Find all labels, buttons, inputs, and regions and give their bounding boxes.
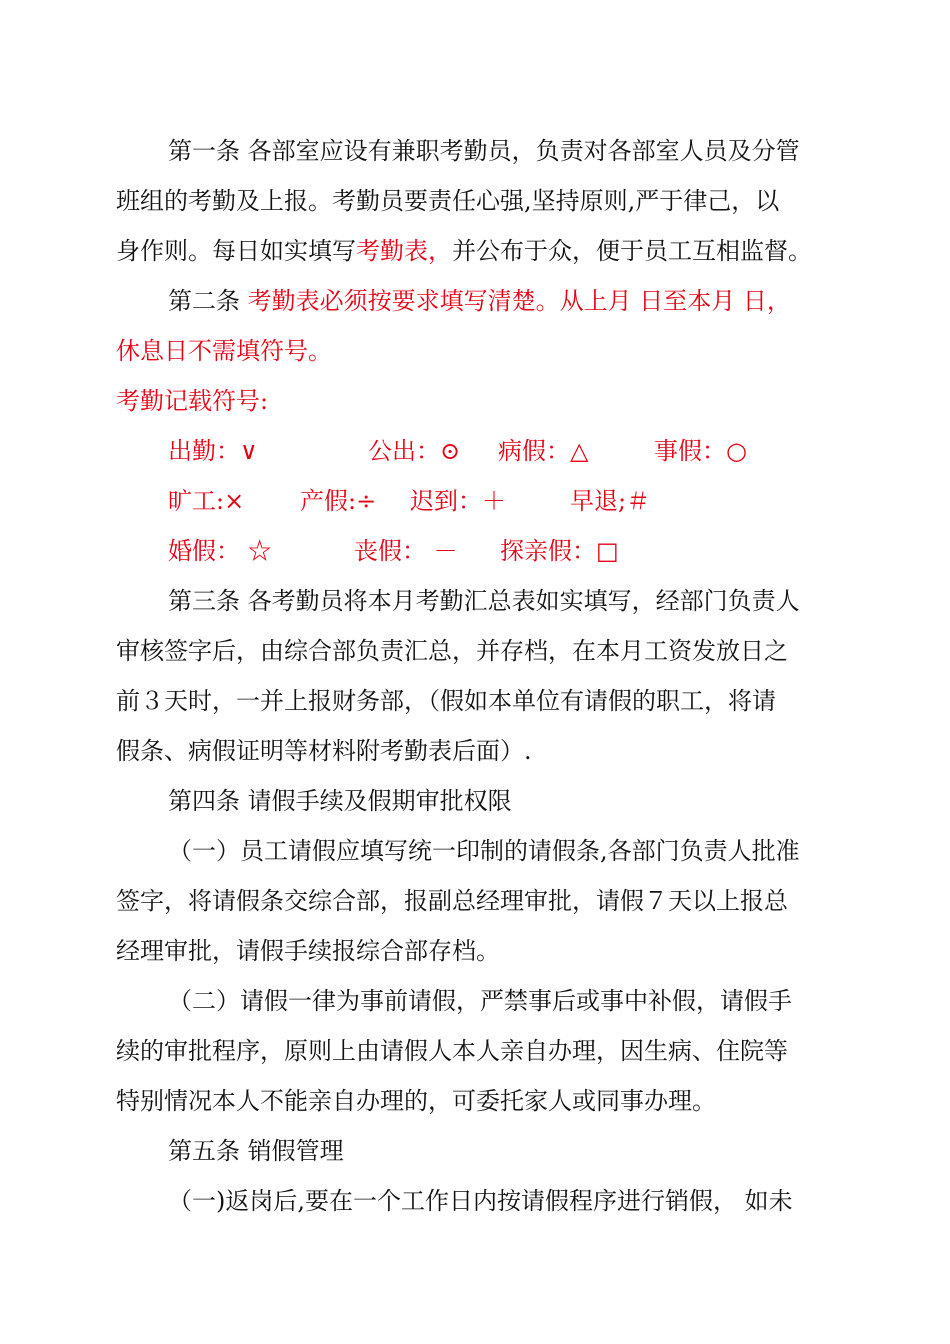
article2-line2: 休息日不需填符号。 — [116, 337, 332, 365]
symbols-row-2 — [116, 476, 841, 526]
article1-line1: 第一条 各部室应设有兼职考勤员，负责对各部室人员及分管 — [168, 137, 800, 165]
article1-line3 — [116, 226, 841, 276]
article5-title: 第五条 销假管理 — [168, 1137, 344, 1165]
article2-label: 第二条 — [168, 287, 248, 315]
symbol-attendance: 出勤：∨ — [168, 437, 258, 465]
symbol-business-out: 公出：⊙ — [368, 437, 461, 465]
article3-line4: 假条、病假证明等材料附考勤表后面）. — [116, 737, 532, 765]
symbol-home-leave: 探亲假：□ — [500, 537, 619, 565]
article2-line1 — [116, 276, 841, 326]
article4-clause2-line2: 续的审批程序，原则上由请假人本人亲自办理，因生病、住院等 — [116, 1037, 788, 1065]
symbol-late: 迟到：＋ — [410, 487, 506, 515]
article3-line2: 审核签字后，由综合部负责汇总，并存档，在本月工资发放日之 — [116, 637, 788, 665]
article4-clause2-line3: 特别情况本人不能亲自办理的，可委托家人或同事办理。 — [116, 1087, 716, 1115]
symbols-row-1 — [116, 426, 841, 476]
symbol-personal-leave: 事假：○ — [654, 437, 747, 465]
article4-clause2-line1: （二）请假一律为事前请假，严禁事后或事中补假，请假手 — [168, 987, 792, 1015]
article1-line3-tail: 并公布于众，便于员工互相监督。 — [452, 237, 812, 265]
article4-clause1-line1: （一）员工请假应填写统一印制的请假条,各部门负责人批准 — [168, 837, 800, 865]
article5-clause1-line1: （一)返岗后,要在一个工作日内按请假程序进行销假， 如未 — [168, 1187, 793, 1215]
symbol-sick-leave: 病假：△ — [498, 437, 589, 465]
article2-requirement: 考勤表必须按要求填写清楚。从上月 日至本月 日， — [247, 287, 791, 315]
article4-clause1-line3: 经理审批，请假手续报综合部存档。 — [116, 937, 500, 965]
symbols-row-3 — [116, 526, 841, 576]
article1-line2: 班组的考勤及上报。考勤员要责任心强,坚持原则,严于律己，以 — [116, 187, 780, 215]
symbol-maternity-leave: 产假:÷ — [300, 487, 377, 515]
article4-title: 第四条 请假手续及假期审批权限 — [168, 787, 512, 815]
article3-line1: 第三条 各考勤员将本月考勤汇总表如实填写，经部门负责人 — [168, 587, 800, 615]
symbol-absenteeism: 旷工:× — [168, 487, 245, 515]
article3-line3: 前３天时，一并上报财务部，（假如本单位有请假的职工，将请 — [116, 687, 776, 715]
symbols-heading: 考勤记载符号: — [116, 387, 269, 415]
document-body — [116, 126, 841, 1226]
symbol-marriage-leave: 婚假： ☆ — [168, 537, 272, 565]
symbol-early-leave: 早退;＃ — [570, 487, 651, 515]
attendance-sheet-highlight: 考勤表， — [356, 237, 452, 265]
article4-clause1-line2: 签字，将请假条交综合部，报副总经理审批，请假７天以上报总 — [116, 887, 788, 915]
article1-line3-text: 身作则。每日如实填写 — [116, 237, 356, 265]
symbol-funeral-leave: 丧假： － — [354, 537, 458, 565]
